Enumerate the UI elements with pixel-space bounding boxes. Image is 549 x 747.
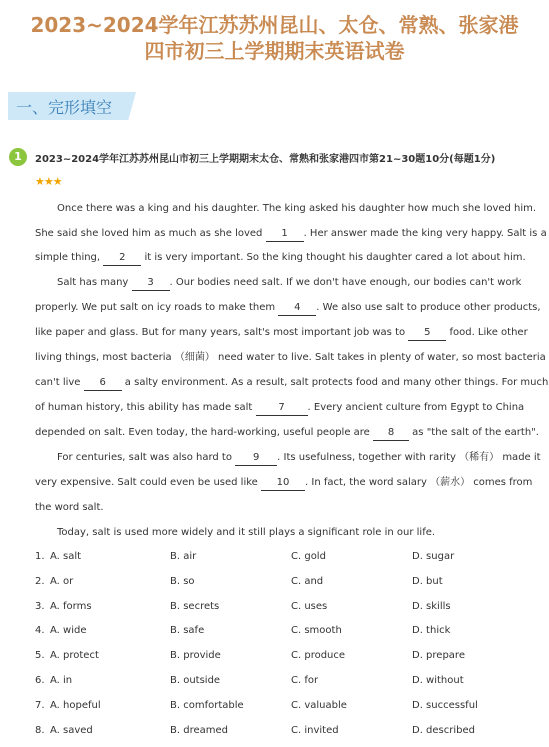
passage-text: like paper and glass. But for many years, salt's most important job was to <box>35 327 409 338</box>
blank-10[interactable]: 10 <box>261 476 305 491</box>
option-choice-b[interactable]: B. secrets <box>170 600 220 612</box>
option-choice-c[interactable]: C. produce <box>291 650 346 662</box>
passage-text: depended on salt. Even today, the hard-working, useful people are <box>35 427 373 438</box>
option-choice-d[interactable]: D. without <box>412 675 464 686</box>
option-choice-d[interactable]: D. successful <box>412 699 478 711</box>
option-choice-b[interactable]: B. safe <box>170 625 205 637</box>
passage-text: as "the salt of the earth". <box>409 427 539 438</box>
option-choice-a[interactable]: A. hopeful <box>50 699 101 711</box>
passage-text: a salty environment. As a result, salt protects food and many other things. For much <box>121 377 549 388</box>
passage-line <box>35 227 547 242</box>
question-number-badge: 1 <box>9 148 27 166</box>
option-choice-c[interactable]: C. uses <box>291 600 328 612</box>
question-source-header: 2023~2024学年江苏苏州昆山市初三上学期期末太仓、常熟和张家港四市第21~30题10分(每题1分) <box>35 154 496 165</box>
blank-3[interactable]: 3 <box>132 276 170 291</box>
passage-line: Once there was a king and his daughter. The king asked his daughter how much she loved him. <box>57 203 537 214</box>
option-choice-b[interactable]: B. outside <box>170 675 221 686</box>
blank-1[interactable]: 1 <box>266 227 304 242</box>
passage-line <box>35 476 532 491</box>
document-title-line2: 四市初三上学期期末英语试卷 <box>144 39 405 63</box>
passage-text: . In fact, the word salary （薪水） comes from <box>305 477 533 488</box>
blank-2[interactable]: 2 <box>103 251 141 266</box>
option-choice-d[interactable]: D. skills <box>412 600 451 612</box>
option-choice-b[interactable]: B. air <box>170 551 197 562</box>
blank-7[interactable]: 7 <box>256 401 308 416</box>
blank-6[interactable]: 6 <box>84 376 122 391</box>
blank-9[interactable]: 9 <box>235 451 277 466</box>
document-title-line1: 2023~2024学年江苏苏州昆山、太仓、常熟、张家港 <box>30 13 519 37</box>
passage-line <box>35 301 541 316</box>
difficulty-stars: ★★★ <box>35 175 62 188</box>
option-choice-b[interactable]: B. provide <box>170 650 221 662</box>
passage-text: . Our bodies need salt. If we don't have enough, our bodies can't work <box>169 277 522 288</box>
option-row-number: 6. <box>35 675 45 686</box>
passage-line <box>35 426 539 441</box>
passage-text: . Her answer made the king very happy. Salt is a <box>303 228 547 239</box>
passage-line <box>35 251 526 266</box>
option-row-number: 3. <box>35 600 45 612</box>
option-choice-d[interactable]: D. prepare <box>412 650 465 662</box>
passage-text: can't live <box>35 377 84 388</box>
passage-line: Today, salt is used more widely and it still plays a significant role in our life. <box>57 527 436 538</box>
option-choice-c[interactable]: C. gold <box>291 551 326 562</box>
option-row-number: 7. <box>35 699 45 711</box>
passage-text: . Every ancient culture from Egypt to China <box>307 402 525 413</box>
option-row-number: 5. <box>35 650 45 662</box>
option-choice-c[interactable]: C. for <box>291 675 319 686</box>
option-row-number: 8. <box>35 724 45 736</box>
section-header-label: 一、完形填空 <box>16 98 113 117</box>
passage-text: Salt has many <box>57 277 132 288</box>
option-row-number: 4. <box>35 625 45 637</box>
option-choice-c[interactable]: C. invited <box>291 724 339 736</box>
option-row-number: 1. <box>35 551 45 562</box>
passage-text: . Its usefulness, together with rarity （稀有） made it <box>277 452 541 463</box>
passage-line <box>35 326 528 341</box>
option-choice-a[interactable]: A. protect <box>50 650 99 662</box>
passage-line: the word salt. <box>35 502 104 513</box>
option-choice-c[interactable]: C. smooth <box>291 625 342 637</box>
option-row-number: 2. <box>35 575 45 587</box>
passage-text: properly. We put salt on icy roads to make them <box>35 302 279 313</box>
option-choice-b[interactable]: B. comfortable <box>170 699 244 711</box>
option-choice-c[interactable]: C. and <box>291 575 324 587</box>
passage-text: it is very important. So the king thought his daughter cared a lot about him. <box>141 252 526 263</box>
passage-text: food. Like other <box>446 327 528 338</box>
option-choice-c[interactable]: C. valuable <box>291 699 347 711</box>
passage-line <box>57 276 521 291</box>
option-choice-b[interactable]: B. so <box>170 575 195 587</box>
passage-line <box>57 451 541 466</box>
option-choice-d[interactable]: D. thick <box>412 625 451 637</box>
option-choice-a[interactable]: A. salt <box>50 551 82 562</box>
passage-text: . We also use salt to produce other products, <box>316 302 541 313</box>
option-choice-a[interactable]: A. in <box>50 675 73 686</box>
passage-text: simple thing, <box>35 252 104 263</box>
section-header <box>8 92 142 120</box>
passage-text: of human history, this ability has made salt <box>35 402 256 413</box>
blank-8[interactable]: 8 <box>373 426 409 441</box>
blank-5[interactable]: 5 <box>408 326 446 341</box>
passage-line <box>35 376 548 391</box>
passage-text: She said she loved him as much as she loved <box>35 228 266 239</box>
option-choice-d[interactable]: D. sugar <box>412 551 455 562</box>
option-choice-d[interactable]: D. described <box>412 724 476 736</box>
option-choice-a[interactable]: A. or <box>50 575 74 587</box>
option-choice-a[interactable]: A. forms <box>50 600 92 612</box>
passage-text: very expensive. Salt could even be used like <box>35 477 262 488</box>
passage-line <box>35 401 524 416</box>
option-choice-a[interactable]: A. saved <box>50 724 93 736</box>
option-choice-a[interactable]: A. wide <box>50 625 87 637</box>
passage-text: For centuries, salt was also hard to <box>57 452 236 463</box>
option-choice-d[interactable]: D. but <box>412 575 443 587</box>
option-choice-b[interactable]: B. dreamed <box>170 724 228 736</box>
passage-line: living things, most bacteria （细菌） need water to live. Salt takes in plenty of water, so most bacteria <box>35 352 546 363</box>
blank-4[interactable]: 4 <box>278 301 316 316</box>
